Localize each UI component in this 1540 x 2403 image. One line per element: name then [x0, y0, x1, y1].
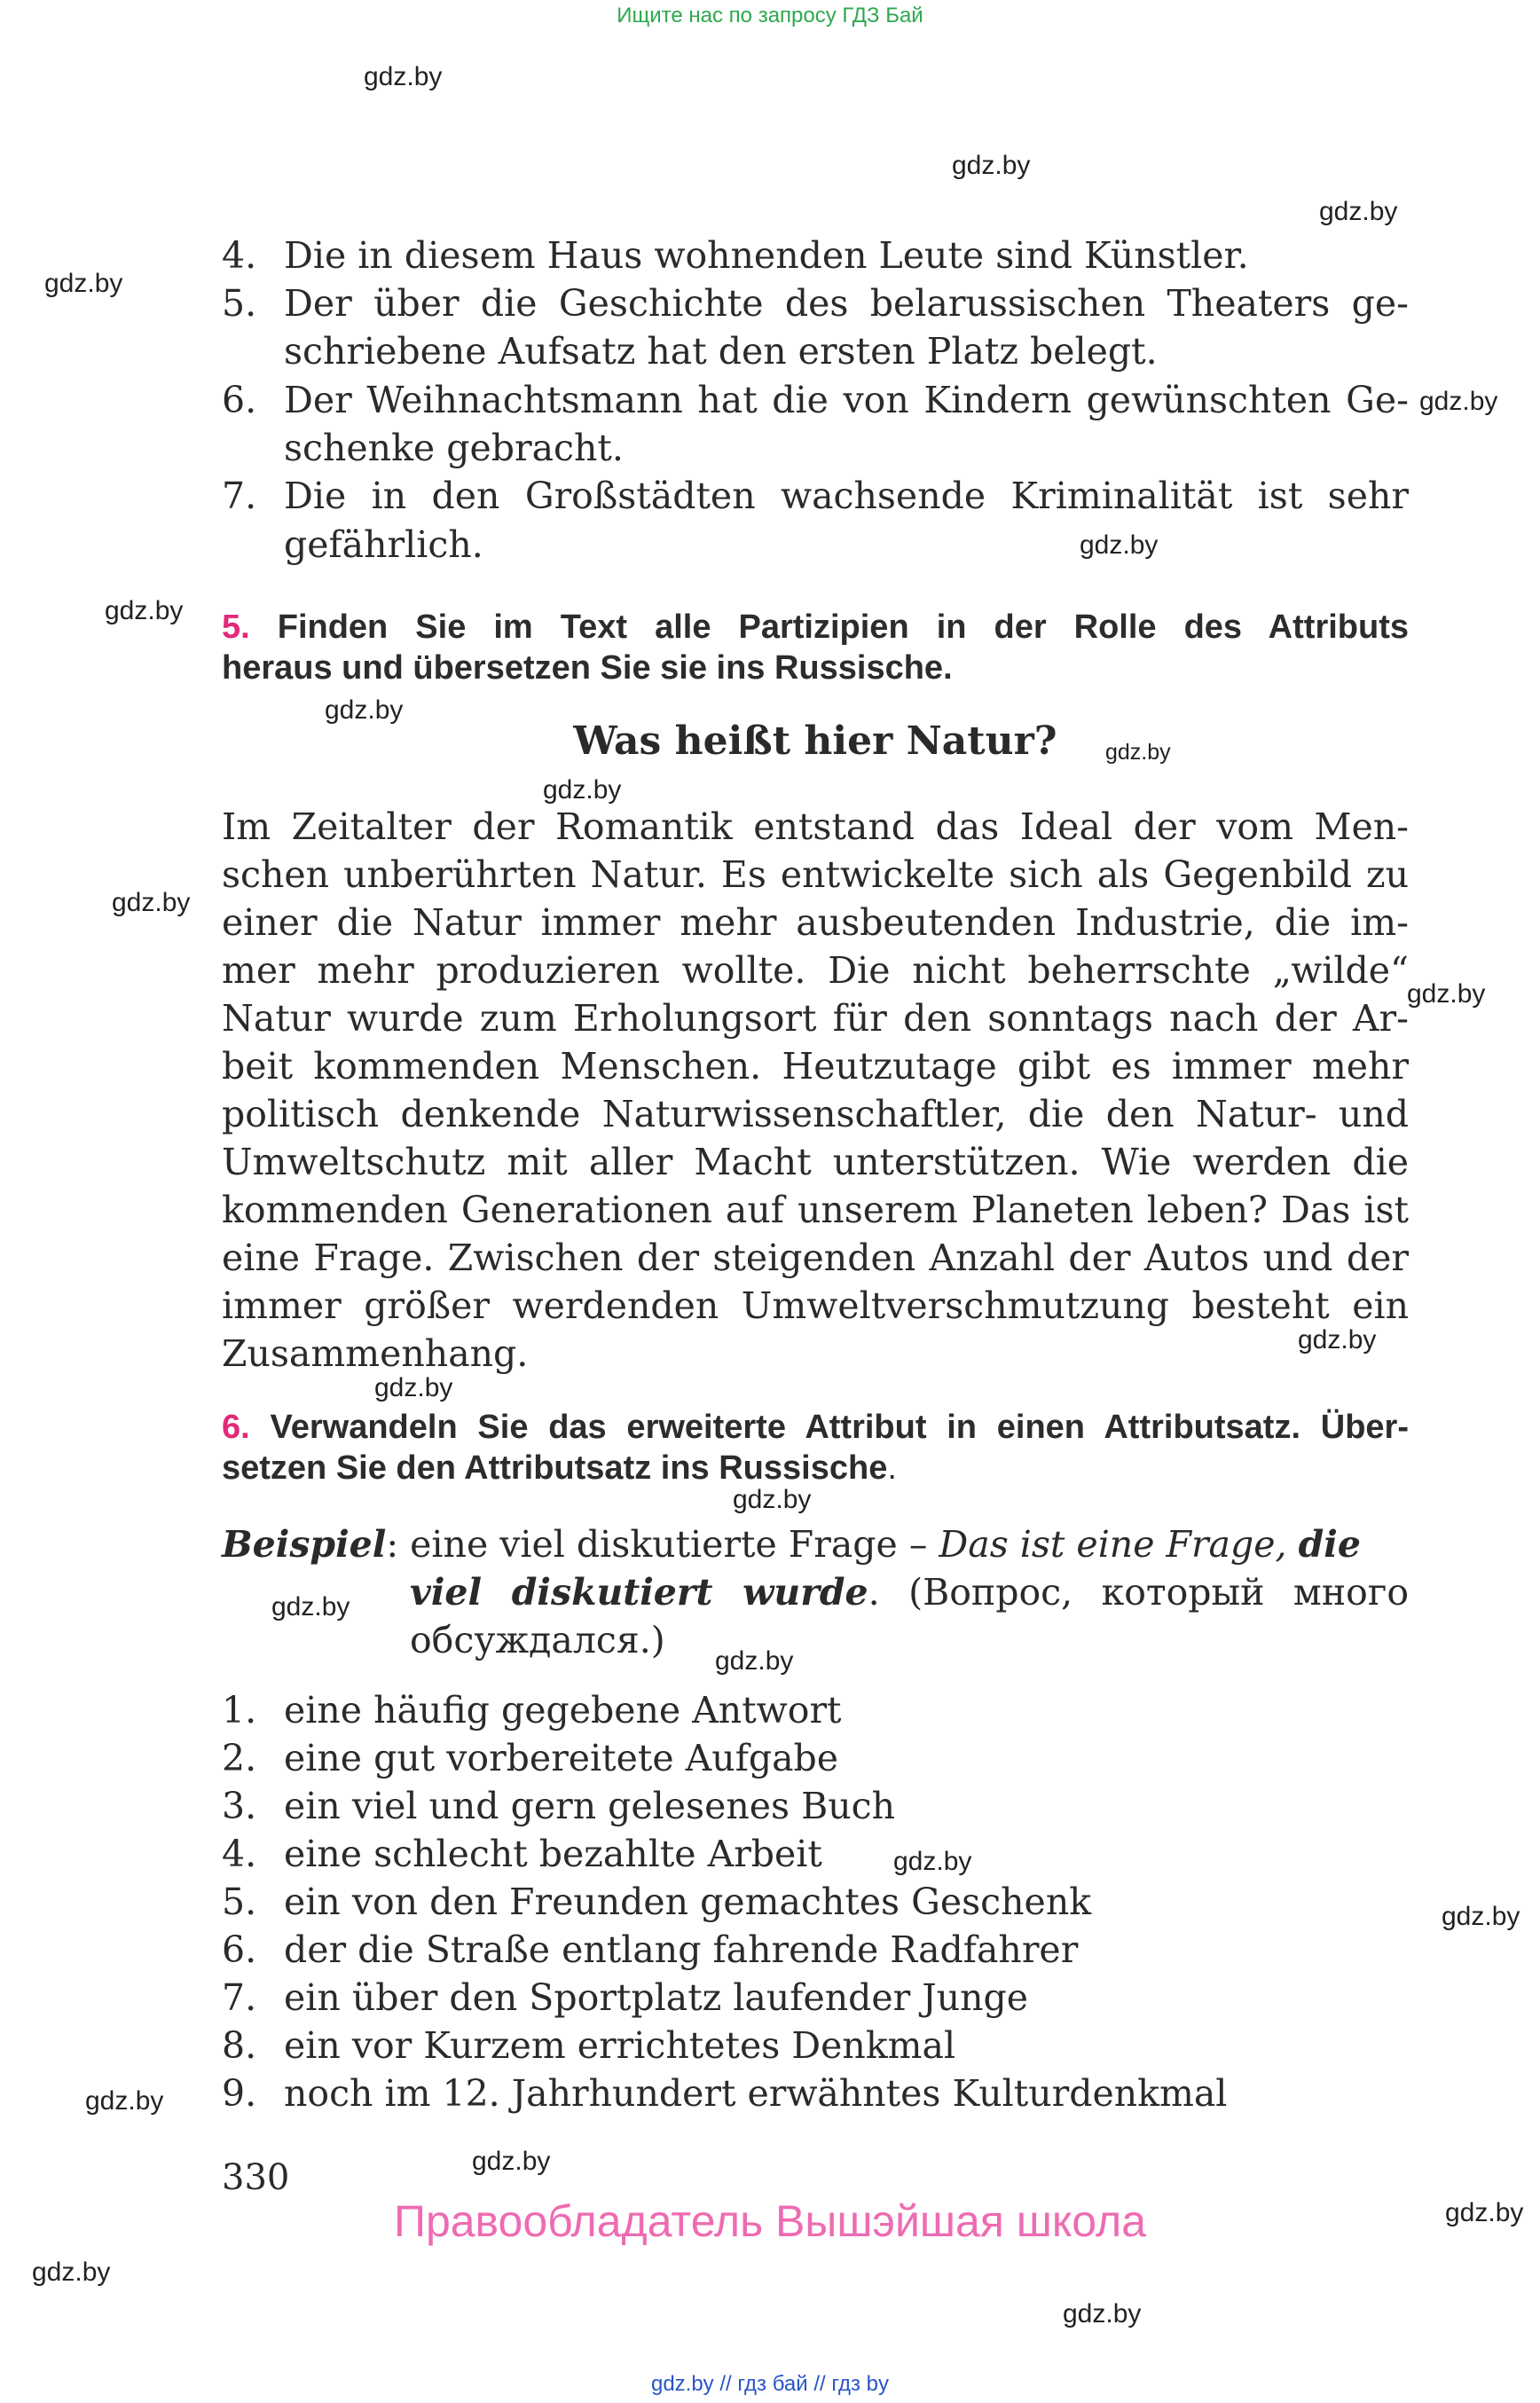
watermark: gdz.by	[1298, 1325, 1377, 1355]
item-number: 2.	[222, 1737, 257, 1779]
list-item	[222, 279, 1409, 327]
watermark: gdz.by	[1319, 197, 1398, 226]
watermark: gdz.by	[733, 1485, 812, 1514]
bottom-links[interactable]: gdz.by // гдз бай // гдз by	[650, 2372, 890, 2396]
text-line: kommenden Generationen auf unserem Planeten leben? Das ist	[222, 1189, 1409, 1231]
list-item	[222, 1830, 1409, 1878]
text-line: Im Zeitalter der Romantik entstand das Ideal der vom Men-	[222, 805, 1409, 848]
watermark: gdz.by	[325, 695, 404, 725]
item-text: ein vor Kurzem errichtetes Denkmal	[284, 2024, 956, 2067]
list-item-continuation: gefährlich.	[284, 523, 483, 566]
task-6-instruction-line2	[222, 1448, 1409, 1488]
list-item	[222, 2022, 1409, 2069]
watermark: gdz.by	[472, 2147, 551, 2176]
text-line: Umweltschutz mit aller Macht unterstützen. Wie werden die	[222, 1141, 1409, 1183]
item-number: 5.	[222, 1881, 257, 1923]
example-phrase: eine viel diskutierte Frage –	[398, 1523, 939, 1566]
text-line: mer mehr produzieren wollte. Die nicht beherrschte „wilde“	[222, 949, 1409, 992]
text-line: Zusammenhang.	[222, 1332, 529, 1375]
task-5-instruction	[222, 607, 1409, 648]
example-line: обсуждался.)	[410, 1619, 665, 1661]
item-number: 1.	[222, 1689, 257, 1732]
watermark: gdz.by	[105, 596, 184, 625]
list-item-continuation: schenke gebracht.	[284, 427, 624, 469]
list-item	[222, 1926, 1409, 1974]
item-number: 3.	[222, 1785, 257, 1827]
watermark: gdz.by	[271, 1592, 350, 1622]
list-item	[222, 2069, 1409, 2117]
text-line: immer größer werdenden Umweltverschmutzung besteht ein	[222, 1284, 1409, 1327]
watermark: gdz.by	[32, 2258, 111, 2287]
item-number: 9.	[222, 2072, 257, 2115]
copyright-notice: Правообладатель Вышэйшая школа	[394, 2196, 1146, 2246]
list-item	[222, 1782, 1409, 1830]
item-number: 5.	[222, 282, 257, 325]
task-6-instruction	[222, 1407, 1409, 1448]
top-banner[interactable]: Ищите нас по запросу ГДЗ Бай	[617, 4, 923, 27]
task-number: 5.	[222, 609, 250, 646]
text-line: einer die Natur immer mehr ausbeutenden Industrie, die im-	[222, 901, 1409, 944]
item-text: Der Weihnachtsmann hat die von Kindern gewünschten Ge-	[284, 379, 1409, 421]
item-text: eine schlecht bezahlte Arbeit	[284, 1833, 822, 1875]
watermark: gdz.by	[952, 151, 1031, 180]
watermark: gdz.by	[1105, 740, 1171, 765]
list-item	[222, 1974, 1409, 2022]
text-line: schen unberührten Natur. Es entwickelte sich als Gegenbild zu	[222, 853, 1409, 896]
watermark: gdz.by	[715, 1646, 794, 1676]
list-item	[222, 232, 1409, 279]
item-text: Die in diesem Haus wohnenden Leute sind Künstler.	[284, 234, 1249, 277]
task-text: Verwandeln Sie das erweiterte Attribut in einen Attributsatz. Über-	[270, 1409, 1409, 1446]
example-line	[222, 1520, 1409, 1568]
item-number: 6.	[222, 1928, 257, 1971]
example-label: Beispiel	[222, 1523, 387, 1566]
item-text: Der über die Geschichte des belarussischen Theaters ge-	[284, 282, 1409, 325]
example-relative-pronoun: die	[1298, 1523, 1361, 1566]
watermark: gdz.by	[112, 888, 191, 917]
text-line: eine Frage. Zwischen der steigenden Anzahl der Autos und der	[222, 1237, 1409, 1279]
watermark: gdz.by	[85, 2086, 164, 2116]
item-number: 4.	[222, 234, 257, 277]
list-item	[222, 472, 1409, 520]
watermark: gdz.by	[893, 1847, 972, 1876]
example-line	[410, 1568, 1409, 1616]
task-text: Finden Sie im Text alle Partizipien in der Rolle des Attributs	[277, 609, 1409, 646]
task-text-end: .	[887, 1449, 897, 1487]
example-russian: . (Вопрос, который много	[868, 1571, 1409, 1614]
watermark: gdz.by	[1407, 979, 1486, 1009]
task-5-instruction-line2	[222, 648, 1409, 688]
watermark: gdz.by	[1442, 1902, 1520, 1931]
text-line: politisch denkende Naturwissenschaftler, die den Natur- und	[222, 1093, 1409, 1135]
list-item	[222, 1686, 1409, 1734]
example-translation: Das ist eine Frage,	[939, 1523, 1299, 1566]
list-item	[222, 1734, 1409, 1782]
item-number: 6.	[222, 379, 257, 421]
item-number: 4.	[222, 1833, 257, 1875]
item-number: 7.	[222, 1976, 257, 2019]
text-line: Natur wurde zum Erholungsort für den sonntags nach der Ar-	[222, 997, 1409, 1040]
item-text: eine gut vorbereitete Aufgabe	[284, 1737, 839, 1779]
list-item	[222, 1878, 1409, 1926]
item-number: 8.	[222, 2024, 257, 2067]
text-title: Was heißt hier Natur?	[573, 719, 1057, 764]
watermark: gdz.by	[1080, 530, 1159, 560]
watermark: gdz.by	[374, 1373, 453, 1402]
item-text: noch im 12. Jahrhundert erwähntes Kulturdenkmal	[284, 2072, 1228, 2115]
page-number: 330	[222, 2157, 290, 2198]
item-text: ein viel und gern gelesenes Buch	[284, 1785, 895, 1827]
item-text: der die Straße entlang fahrende Radfahrer	[284, 1928, 1079, 1971]
item-text: Die in den Großstädten wachsende Kriminalität ist sehr	[284, 475, 1409, 517]
example-verb: viel diskutiert wurde	[410, 1571, 868, 1614]
example-colon: :	[386, 1523, 399, 1566]
list-item	[222, 376, 1409, 424]
watermark: gdz.by	[1445, 2198, 1524, 2227]
text-line: beit kommenden Menschen. Heutzutage gibt es immer mehr	[222, 1045, 1409, 1088]
item-number: 7.	[222, 475, 257, 517]
watermark: gdz.by	[543, 775, 622, 805]
watermark: gdz.by	[44, 269, 123, 298]
watermark: gdz.by	[1419, 387, 1498, 416]
task-number: 6.	[222, 1409, 250, 1446]
item-text: ein von den Freunden gemachtes Geschenk	[284, 1881, 1092, 1923]
item-text: ein über den Sportplatz laufender Junge	[284, 1976, 1029, 2019]
list-item-continuation: schriebene Aufsatz hat den ersten Platz belegt.	[284, 330, 1158, 373]
item-text: eine häufig gegebene Antwort	[284, 1689, 842, 1732]
task-text: setzen Sie den Attributsatz ins Russische	[222, 1449, 888, 1487]
task-text: heraus und übersetzen Sie sie ins Russische.	[222, 649, 953, 687]
watermark: gdz.by	[364, 62, 443, 91]
watermark: gdz.by	[1063, 2299, 1142, 2328]
